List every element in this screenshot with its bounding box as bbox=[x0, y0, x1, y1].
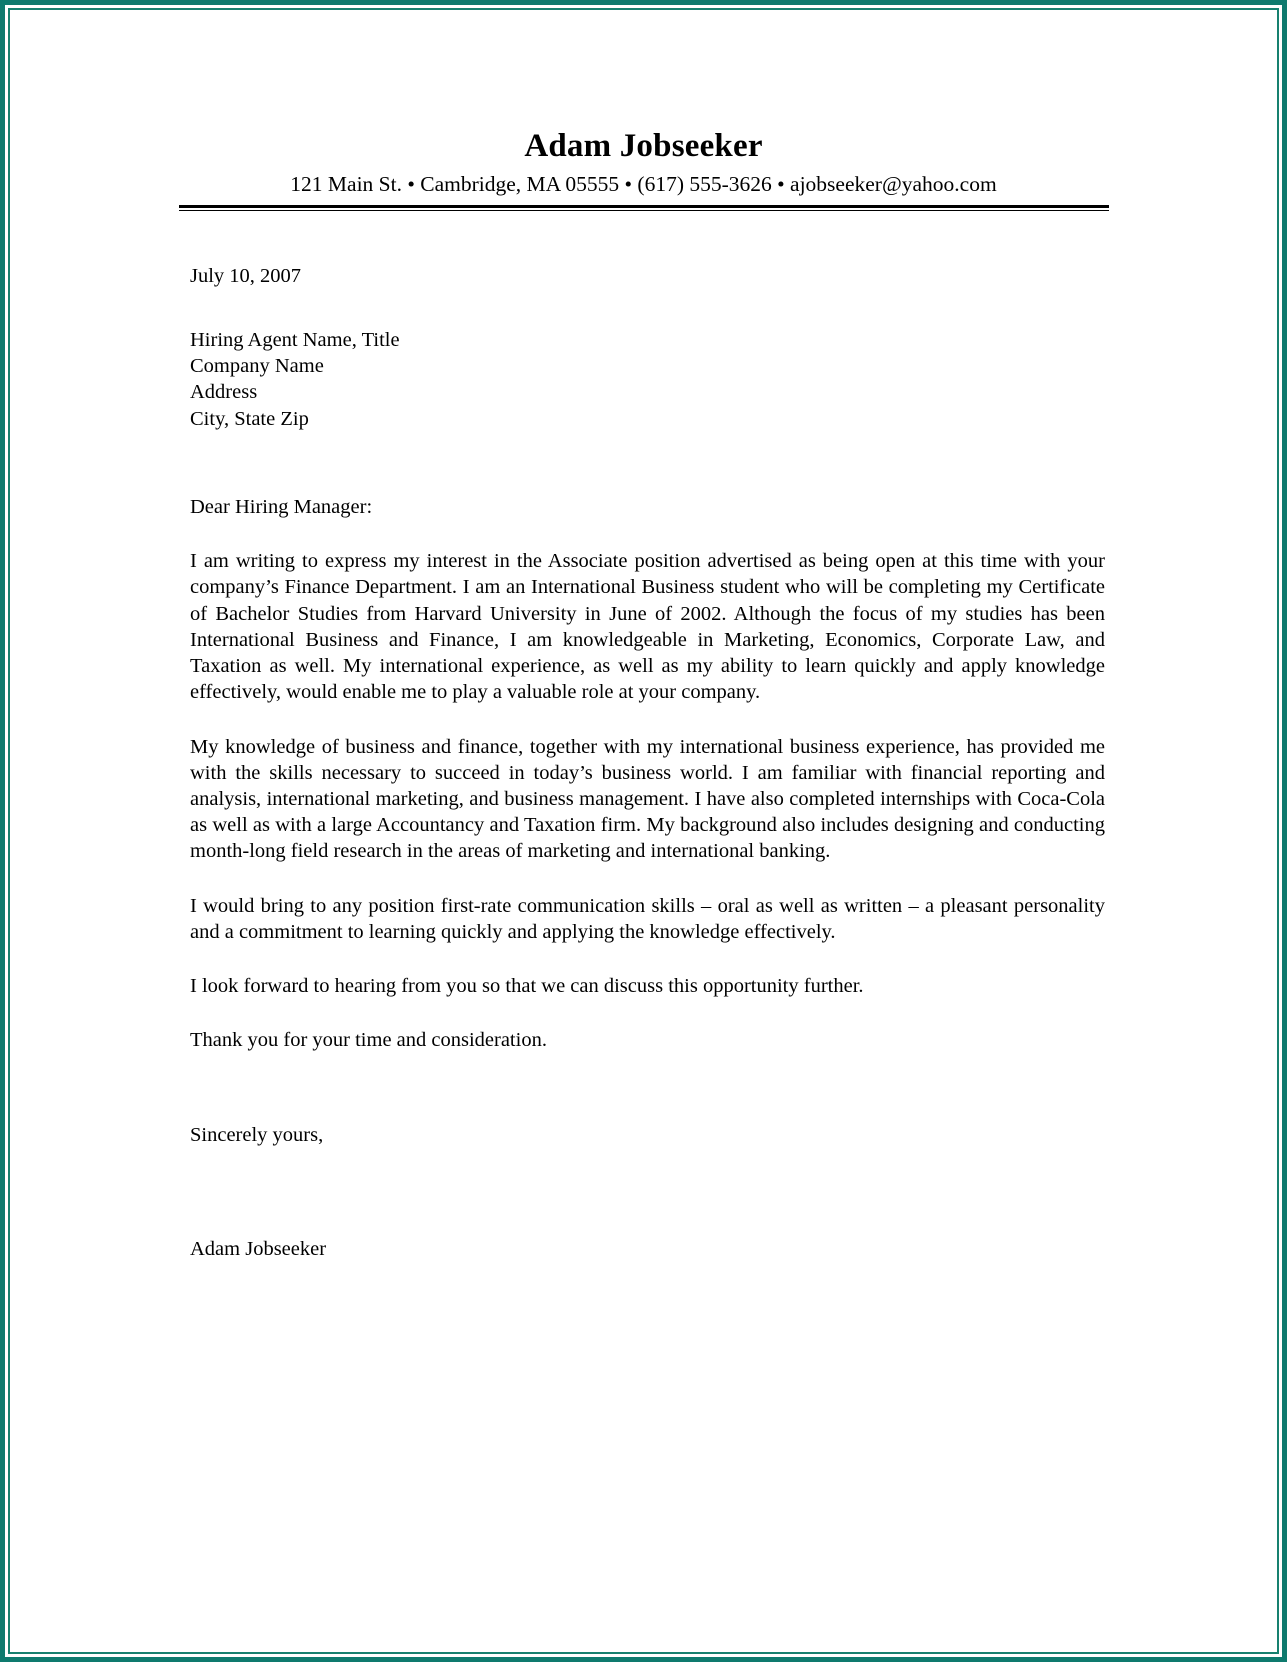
signature-name: Adam Jobseeker bbox=[190, 1237, 327, 1260]
body-paragraph-1: I am writing to express my interest in the Associate position advertised as being open at this time with your company’s Finance Department. I am an International Business student who will be completing my Certificate of Bachelor Studies from Harvard University in June of 2002. Although the focus of my studies has been International Business and Finance, I am knowledgeable in Marketing, Economics, Corporate Law, and Taxation as well. My international experience, as well as my ability to learn quickly and apply knowledge effectively, would enable me to play a valuable role at your company. bbox=[190, 550, 1105, 704]
body-paragraph-4: I look forward to hearing from you so that we can discuss this opportunity further. bbox=[190, 975, 864, 998]
letter-page bbox=[10, 10, 1277, 1652]
letter-date: July 10, 2007 bbox=[190, 264, 302, 287]
recipient-address-block bbox=[190, 327, 1105, 432]
page-border bbox=[8, 8, 1279, 1654]
body-paragraph-3: I would bring to any position first-rate communication skills – oral as well as written – a pleasant personality and a commitment to learning quickly and applying the knowledge effectively. bbox=[190, 894, 1105, 943]
salutation: Dear Hiring Manager: bbox=[190, 495, 373, 518]
sender-contact-line: 121 Main St. • Cambridge, MA 05555 • (617) 555-3626 • ajobseeker@yahoo.com bbox=[290, 171, 997, 196]
recipient-city-state-zip: City, State Zip bbox=[190, 407, 309, 430]
body-paragraph-5: Thank you for your time and consideration. bbox=[190, 1029, 547, 1052]
letter-body bbox=[182, 263, 1105, 1262]
body-paragraph-2: My knowledge of business and finance, together with my international business experience, has provided me with the skills necessary to succeed in today’s business world. I am familiar with financial reporting and analysis, international marketing, and business management. I have also completed internships with Coca-Cola as well as with a large Accountancy and Taxation firm. My background also includes designing and conducting month-long field research in the areas of marketing and international banking. bbox=[190, 735, 1105, 863]
recipient-name-title: Hiring Agent Name, Title bbox=[190, 328, 400, 351]
closing-salutation: Sincerely yours, bbox=[190, 1123, 324, 1146]
letterhead bbox=[179, 128, 1109, 211]
letterhead-rule-thin bbox=[179, 210, 1109, 211]
sender-name: Adam Jobseeker bbox=[524, 128, 763, 164]
recipient-street: Address bbox=[190, 381, 258, 404]
recipient-company: Company Name bbox=[190, 355, 324, 378]
